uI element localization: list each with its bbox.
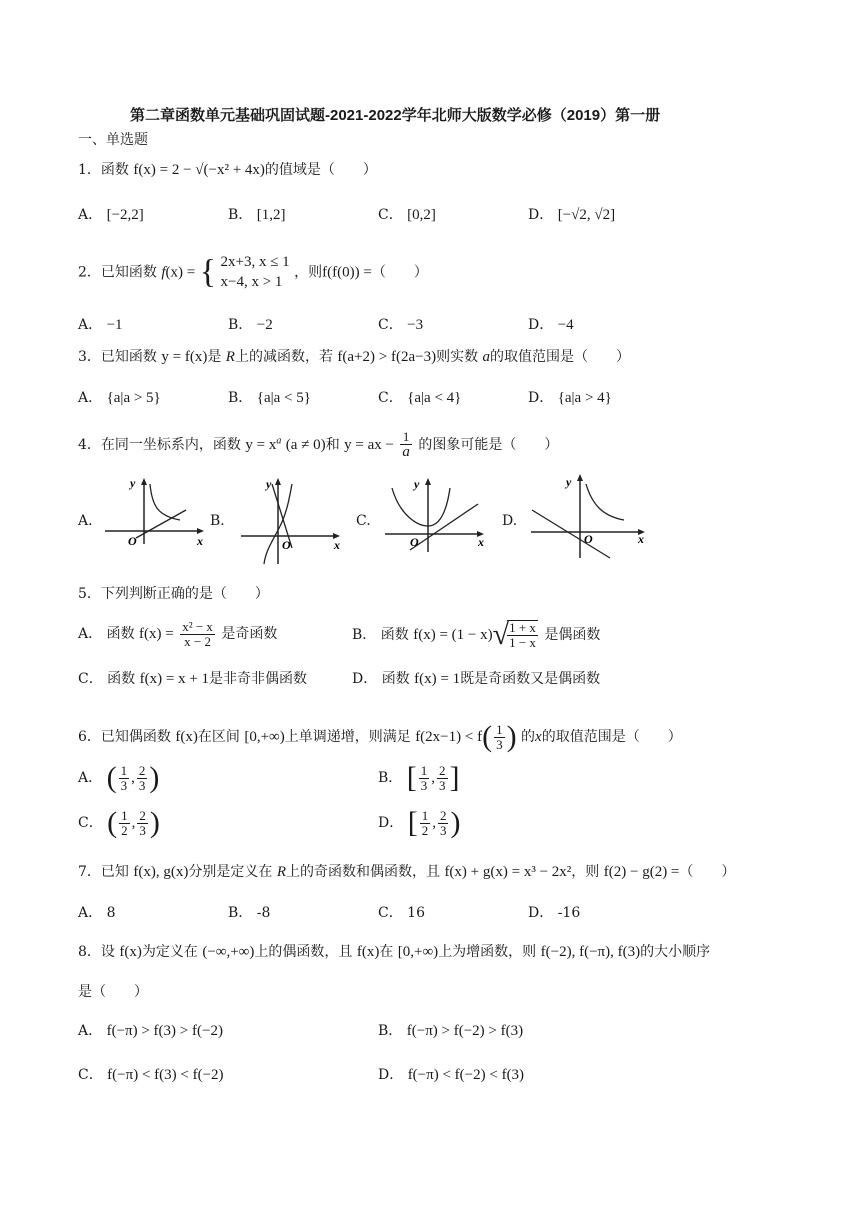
q4-graph-c[interactable]: [380, 476, 492, 556]
q6-option-d[interactable]: D． [ $\frac{1}{2}$ , $\frac{2}{3}$ ): [378, 806, 461, 839]
q1-option-b[interactable]: B． [1,2]: [228, 207, 286, 223]
q2-case-1: 2x+3, x ≤ 1: [220, 254, 290, 270]
question-8: 8．设 f(x)为定义在 (−∞,+∞)上的偶函数，且 f(x)在 [0,+∞)上为增函数，则 f(−2), f(−π), f(3)的大小顺序: [78, 944, 711, 960]
q8-option-b[interactable]: B． f(−π) > f(−2) > f(3): [378, 1023, 524, 1039]
svg-text:x: x: [334, 538, 340, 552]
q2-option-c[interactable]: C． −3: [378, 317, 424, 333]
q4-graph-a[interactable]: [100, 476, 210, 548]
question-1: 1．函数 f(x) = 2 − √(−x² + 4x)的值域是（ ）: [78, 162, 377, 178]
question-8-line-2: 是（ ）: [78, 984, 148, 1000]
q6-option-b[interactable]: B． [ $\frac{1}{3}$ , $\frac{2}{3}$ ]: [378, 761, 460, 794]
svg-text:O: O: [128, 534, 137, 548]
question-2: 2．已知函数 f(x) = { 2x+3, x ≤ 1 x−4, x > 1 ，则f(f(0)) =（ ）: [78, 252, 428, 293]
question-6: 6．已知偶函数 f(x)在区间 [0,+∞)上单调递增，则满足 f(2x−1) < f( $\frac{1}{3}$ ) 的x的取值范围是（ ）: [78, 720, 682, 753]
question-7: 7．已知 f(x), g(x)分别是定义在 R上的奇函数和偶函数，且 f(x) + g(x) = x³ − 2x²，则 f(2) − g(2) =（ ）: [78, 864, 736, 880]
q4-graph-b[interactable]: [236, 476, 348, 568]
question-5: 5．下列判断正确的是（ ）: [78, 586, 269, 602]
svg-text:y: y: [130, 476, 136, 490]
q3-option-c[interactable]: C． {a|a < 4}: [378, 390, 462, 406]
section-heading: 一、单选题: [78, 132, 148, 148]
question-4: 4．在同一坐标系内，函数 $y = x^a$ (a ≠ 0)和 y = ax − $\frac{1}{a}$ 的图象可能是（ ）: [78, 429, 559, 460]
q3-option-b[interactable]: B． {a|a < 5}: [228, 390, 311, 406]
q7-option-b[interactable]: B． -8: [228, 905, 271, 921]
svg-text:O: O: [282, 538, 291, 552]
q4-option-d-label[interactable]: D.: [502, 513, 518, 529]
q8-option-c[interactable]: C． f(−π) < f(3) < f(−2): [78, 1067, 224, 1083]
q6-option-a[interactable]: A． ( $\frac{1}{3}$ , $\frac{2}{3}$ ): [78, 761, 160, 794]
svg-text:x: x: [638, 532, 644, 546]
page-title: 第二章函数单元基础巩固试题-2021-2022学年北师大版数学必修（2019）第一册: [130, 107, 661, 124]
q3-option-d[interactable]: D． {a|a > 4}: [528, 390, 612, 406]
q7-option-c[interactable]: C． 16: [378, 905, 425, 921]
q7-option-a[interactable]: A． 8: [78, 905, 116, 921]
q2-option-d[interactable]: D． −4: [528, 317, 574, 333]
svg-text:x: x: [478, 535, 484, 549]
q3-option-a[interactable]: A． {a|a > 5}: [78, 390, 161, 406]
q4-option-a-label[interactable]: A.: [78, 513, 93, 529]
svg-text:y: y: [566, 475, 572, 489]
question-3: 3．已知函数 y = f(x)是 R上的减函数，若 f(a+2) > f(2a−3)则实数 a的取值范围是（ ）: [78, 349, 631, 365]
q5-option-c[interactable]: C． 函数 f(x) = x + 1是非奇非偶函数: [78, 671, 308, 687]
q5-option-d[interactable]: D． 函数 f(x) = 1既是奇函数又是偶函数: [352, 671, 601, 687]
svg-text:x: x: [197, 534, 203, 548]
svg-text:y: y: [266, 477, 272, 491]
svg-text:O: O: [410, 535, 419, 549]
q5-option-a[interactable]: A． 函数 f(x) = $\frac{\text{x² − x}}{x - 2}$ 是奇函数: [78, 619, 278, 649]
q1-option-a[interactable]: A． [−2,2]: [78, 207, 144, 223]
q8-option-a[interactable]: A． f(−π) > f(3) > f(−2): [78, 1023, 223, 1039]
q1-option-d[interactable]: D． [−√2, √2]: [528, 207, 616, 223]
svg-text:y: y: [414, 477, 420, 491]
q6-option-c[interactable]: C． ( $\frac{1}{2}$ , $\frac{2}{3}$ ): [78, 806, 160, 839]
q7-option-d[interactable]: D． -16: [528, 905, 581, 921]
q1-option-c[interactable]: C． [0,2]: [378, 207, 436, 223]
q2-case-2: x−4, x > 1: [220, 274, 283, 291]
svg-text:O: O: [584, 532, 593, 546]
q4-option-b-label[interactable]: B.: [210, 513, 225, 529]
q2-option-a[interactable]: A． −1: [78, 317, 123, 333]
q4-graph-d[interactable]: [526, 472, 654, 572]
q2-option-b[interactable]: B． −2: [228, 317, 273, 333]
q4-option-c-label[interactable]: C.: [356, 513, 371, 529]
q8-option-d[interactable]: D． f(−π) < f(−2) < f(3): [378, 1067, 525, 1083]
q5-option-b[interactable]: B． 函数 f(x) = (1 − x)√ $\frac{1 + x}{1 - x}$ 是偶函数: [352, 618, 601, 651]
